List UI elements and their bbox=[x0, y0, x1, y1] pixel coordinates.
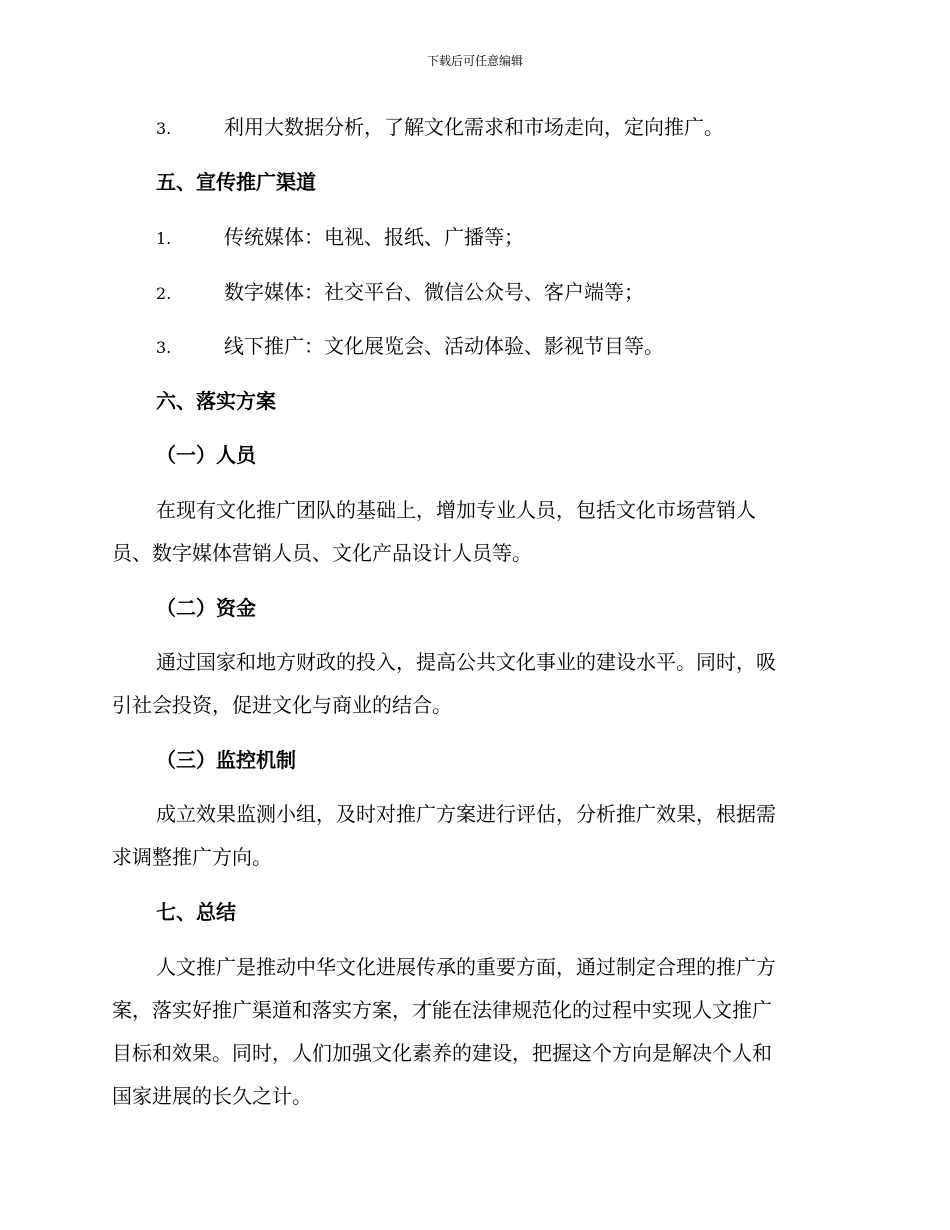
paragraph-line: 员、数字媒体营销人员、文化产品设计人员等。 bbox=[112, 541, 532, 565]
section-heading-6: 六、落实方案 bbox=[156, 389, 276, 413]
list-item bbox=[156, 277, 644, 307]
subsection-heading-monitoring: （三）监控机制 bbox=[156, 748, 296, 772]
paragraph-monitoring bbox=[112, 793, 832, 879]
paragraph-personnel bbox=[112, 489, 832, 575]
paragraph-line: 目标和效果。同时，人们加强文化素养的建设，把握这个方向是解决个人和 bbox=[112, 1041, 772, 1065]
subsection-heading-funding: （二）资金 bbox=[156, 596, 256, 620]
list-item bbox=[156, 331, 664, 361]
list-number: 2. bbox=[156, 284, 172, 303]
section-heading-7: 七、总结 bbox=[156, 900, 236, 924]
list-text: 数字媒体：社交平台、微信公众号、客户端等； bbox=[224, 280, 644, 304]
paragraph-summary bbox=[112, 946, 832, 1118]
list-text: 线下推广：文化展览会、活动体验、影视节目等。 bbox=[224, 334, 664, 358]
paragraph-funding bbox=[112, 641, 832, 727]
list-number: 3. bbox=[156, 119, 172, 138]
paragraph-line: 通过国家和地方财政的投入，提高公共文化事业的建设水平。同时，吸 bbox=[156, 650, 776, 674]
list-text: 传统媒体：电视、报纸、广播等； bbox=[224, 225, 524, 249]
list-number: 1. bbox=[156, 229, 172, 248]
paragraph-line: 成立效果监测小组，及时对推广方案进行评估，分析推广效果，根据需 bbox=[156, 802, 776, 826]
page-header: 下载后可任意编辑 bbox=[426, 54, 523, 68]
list-number: 3. bbox=[156, 338, 172, 357]
paragraph-line: 引社会投资，促进文化与商业的结合。 bbox=[112, 693, 452, 717]
paragraph-line: 国家进展的长久之计。 bbox=[112, 1084, 312, 1108]
paragraph-line: 求调整推广方向。 bbox=[112, 845, 272, 869]
list-item bbox=[156, 112, 724, 142]
list-text: 利用大数据分析，了解文化需求和市场走向，定向推广。 bbox=[224, 115, 724, 139]
section-heading-5: 五、宣传推广渠道 bbox=[156, 170, 316, 194]
subsection-heading-personnel: （一）人员 bbox=[156, 443, 256, 467]
paragraph-line: 人文推广是推动中华文化进展传承的重要方面，通过制定合理的推广方 bbox=[156, 955, 776, 979]
paragraph-line: 案，落实好推广渠道和落实方案，才能在法律规范化的过程中实现人文推广 bbox=[112, 998, 772, 1022]
list-item bbox=[156, 222, 524, 252]
paragraph-line: 在现有文化推广团队的基础上，增加专业人员，包括文化市场营销人 bbox=[156, 498, 756, 522]
